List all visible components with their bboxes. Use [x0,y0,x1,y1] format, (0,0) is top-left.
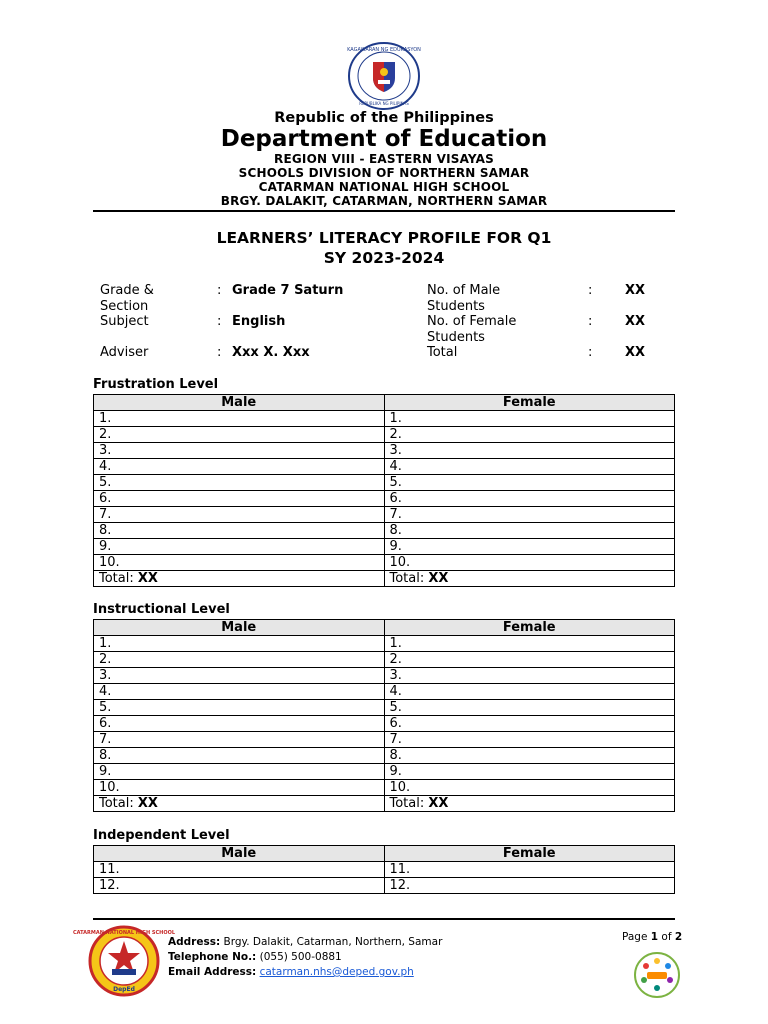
table-row: 4. 4. [94,684,675,700]
frustration-level-title: Frustration Level [93,377,219,392]
seal-text-top: KAGAWARAN NG EDUKASYON [347,47,421,53]
table-row: 2. 2. [94,652,675,668]
table-row: 6. 6. [94,491,675,507]
table-row: 10. 10. [94,555,675,571]
total-label: Total [427,345,458,360]
table-row: 6. 6. [94,716,675,732]
female-header: Female [384,846,675,862]
school-logo [72,925,176,997]
republic-line: Republic of the Philippines [274,110,494,126]
subject-value: English [232,314,286,329]
table-row: 11. 11. [94,862,675,878]
table-row: 9. 9. [94,539,675,555]
school-logo-text: CATARMAN NATIONAL HIGH SCHOOL [72,930,176,936]
grade-section-label: Grade & Section [100,283,154,314]
colon: : [217,345,222,360]
colon: : [588,314,593,329]
division-line: SCHOOLS DIVISION OF NORTHERN SAMAR [238,166,530,180]
table-row: 2. 2. [94,427,675,443]
school-line: CATARMAN NATIONAL HIGH SCHOOL [258,180,510,194]
female-header: Female [384,395,675,411]
independent-table [93,845,675,894]
frustration-table [93,394,675,587]
total-row: Total: XX Total: XX [94,571,675,587]
colon: : [217,283,222,298]
email-link[interactable]: catarman.nhs@deped.gov.ph [259,966,414,978]
adviser-label: Adviser [100,345,149,360]
table-row: 3. 3. [94,668,675,684]
instructional-table [93,619,675,812]
table-row: 12. 12. [94,878,675,894]
male-header: Male [94,395,385,411]
footer-telephone: Telephone No.: (055) 500-0881 [168,951,342,963]
footer-email: Email Address: catarman.nhs@deped.gov.ph [168,966,414,978]
department-title: Department of Education [220,126,548,152]
seal-text-bottom: REPUBLIKA NG PILIPINAS [359,101,409,106]
male-count-value: XX [625,283,646,298]
table-row: 5. 5. [94,475,675,491]
female-header: Female [384,620,675,636]
table-row: 8. 8. [94,748,675,764]
table-row: 10. 10. [94,780,675,796]
colon: : [217,314,222,329]
male-header: Male [94,846,385,862]
table-row: 1. 1. [94,636,675,652]
total-row: Total: XX Total: XX [94,796,675,812]
page-number: Page 1 of 2 [622,931,683,943]
colon: : [588,283,593,298]
deped-seal [347,42,421,110]
table-row: 7. 7. [94,507,675,523]
school-year: SY 2023-2024 [323,249,445,267]
total-value: XX [625,345,646,360]
instructional-level-title: Instructional Level [93,602,230,617]
table-row: 3. 3. [94,443,675,459]
footer-address: Address: Brgy. Dalakit, Catarman, Northern, Samar [168,936,443,948]
table-row: 8. 8. [94,523,675,539]
independent-level-title: Independent Level [93,828,230,843]
document-title: LEARNERS’ LITERACY PROFILE FOR Q1 [216,229,552,247]
table-row: 7. 7. [94,732,675,748]
footer-divider [93,918,675,920]
male-count-label: No. of Male Students [427,283,501,314]
table-row: 5. 5. [94,700,675,716]
matatag-logo [632,950,682,1000]
address-line: BRGY. DALAKIT, CATARMAN, NORTHERN SAMAR [220,194,548,208]
table-row: 1. 1. [94,411,675,427]
female-count-label: No. of Female Students [427,314,517,345]
school-logo-bottom-text: DepEd [113,986,135,993]
colon: : [588,345,593,360]
subject-label: Subject [100,314,149,329]
adviser-value: Xxx X. Xxx [232,345,310,360]
table-row: 9. 9. [94,764,675,780]
grade-section-value: Grade 7 Saturn [232,283,344,298]
male-header: Male [94,620,385,636]
female-count-value: XX [625,314,646,329]
header-divider [93,210,675,212]
table-row: 4. 4. [94,459,675,475]
region-line: REGION VIII - EASTERN VISAYAS [274,152,494,166]
